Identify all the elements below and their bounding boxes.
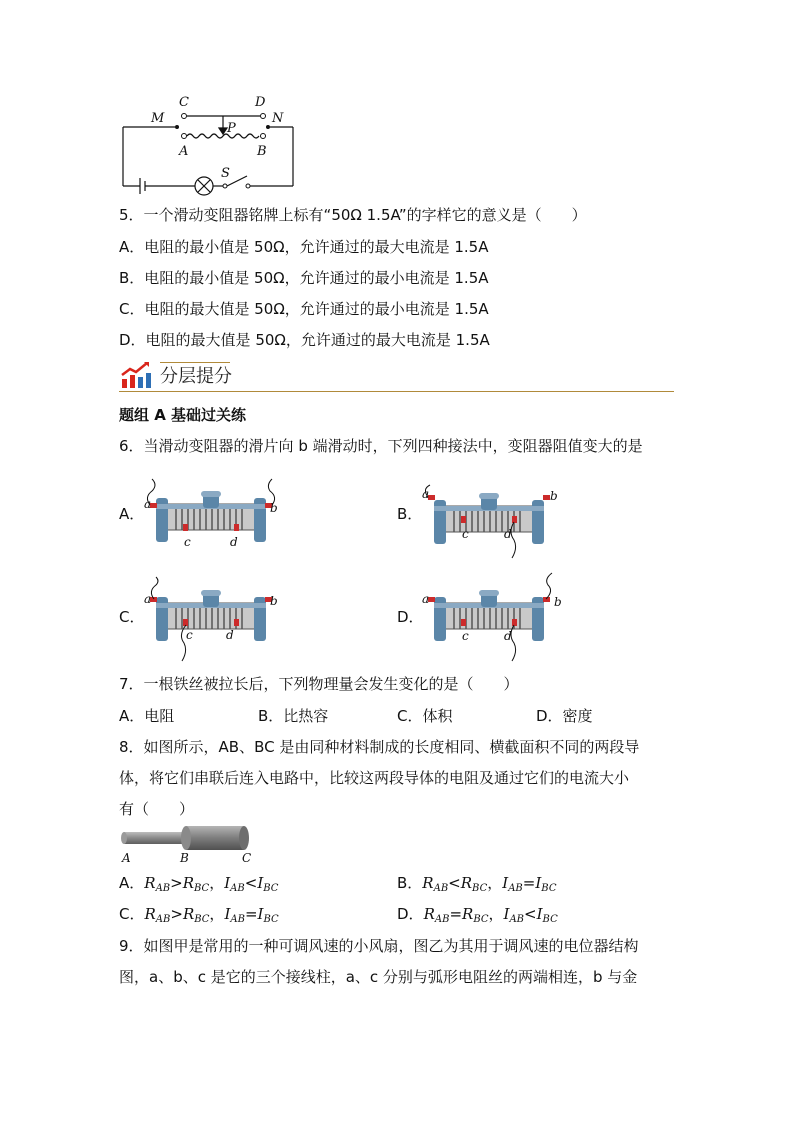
q8-stem-line-2: 体，将它们串联后连入电路中，比较这两段导体的电阻及通过它们的电流大小 <box>119 769 630 787</box>
label-P: P <box>227 121 236 136</box>
terminal-label-a-d: a <box>422 592 430 606</box>
label-D: D <box>255 95 266 110</box>
label-N: N <box>272 111 284 126</box>
conductor-label-a: A <box>122 851 131 865</box>
section-top-rule <box>160 362 230 363</box>
q7-option-d: D．密度 <box>536 707 593 725</box>
q6-option-c-letter: C． <box>119 608 145 626</box>
label-S: S <box>221 166 230 181</box>
q6-option-b-letter: B． <box>397 505 423 523</box>
q5-option-d: D．电阻的最大值是 50Ω，允许通过的最大电流是 1.5A <box>119 331 490 349</box>
conductor-label-b: B <box>180 851 189 865</box>
rheostat-c-figure <box>146 577 276 662</box>
q9-stem-line-1: 9．如图甲是常用的一种可调风速的小风扇，图乙为其用于调风速的电位器结构 <box>119 937 639 955</box>
q9-stem-line-2: 图，a、b、c 是它的三个接线柱，a、c 分别与弧形电阻丝的两端相连，b 与金 <box>119 968 638 986</box>
rheostat-d-figure <box>424 572 569 664</box>
terminal-label-b: b <box>270 501 278 515</box>
section-title: 分层提分 <box>160 366 232 387</box>
terminal-label-c-b: c <box>462 527 469 541</box>
terminal-label-b-c: b <box>270 594 278 608</box>
terminal-label-a: a <box>144 497 152 511</box>
q8-option-b: B．$R_{AB}<R_{BC}$，$I_{AB}=I_{BC}$ <box>397 874 557 894</box>
label-M: M <box>151 111 165 126</box>
label-A: A <box>179 144 189 159</box>
q7-option-a: A．电阻 <box>119 707 175 725</box>
terminal-label-c-d: c <box>462 629 469 643</box>
q6-option-a-letter: A． <box>119 505 145 523</box>
q7-option-b: B．比热容 <box>258 707 329 725</box>
q5-option-a: A．电阻的最小值是 50Ω，允许通过的最大电流是 1.5A <box>119 238 489 256</box>
q5-stem: 5．一个滑动变阻器铭牌上标有“50Ω 1.5A”的字样它的意义是（ ） <box>119 206 587 224</box>
rheostat-b-figure <box>424 480 564 560</box>
section-chart-icon <box>120 361 152 389</box>
terminal-label-b-b: b <box>550 489 558 503</box>
label-B: B <box>257 144 267 159</box>
conductor-label-c: C <box>242 851 252 865</box>
terminal-label-d-c: d <box>226 628 234 642</box>
q8-option-d: D．$R_{AB}=R_{BC}$，$I_{AB}<I_{BC}$ <box>397 905 558 925</box>
q8-stem-line-1: 8．如图所示，AB、BC 是由同种材料制成的长度相同、横截面积不同的两段导 <box>119 738 640 756</box>
terminal-label-a-b: a <box>422 487 430 501</box>
q5-option-c: C．电阻的最大值是 50Ω，允许通过的最小电流是 1.5A <box>119 300 489 318</box>
label-C: C <box>179 95 189 110</box>
terminal-label-d: d <box>230 535 238 549</box>
q7-stem: 7．一根铁丝被拉长后，下列物理量会发生变化的是（ ） <box>119 675 519 693</box>
terminal-label-b-d: b <box>554 595 562 609</box>
rheostat-a-figure <box>146 478 276 553</box>
terminal-label-a-c: a <box>144 592 152 606</box>
q6-option-d-letter: D． <box>397 608 424 626</box>
group-title: 题组 A 基础过关练 <box>119 406 247 424</box>
q8-option-a: A．$R_{AB}>R_{BC}$，$I_{AB}<I_{BC}$ <box>119 874 279 894</box>
q8-option-c: C．$R_{AB}>R_{BC}$，$I_{AB}=I_{BC}$ <box>119 905 279 925</box>
terminal-label-d-b: d <box>504 527 512 541</box>
q6-stem: 6．当滑动变阻器的滑片向 b 端滑动时，下列四种接法中，变阻器阻值变大的是 <box>119 437 643 455</box>
q7-option-c: C．体积 <box>397 707 453 725</box>
q5-option-b: B．电阻的最小值是 50Ω，允许通过的最小电流是 1.5A <box>119 269 489 287</box>
terminal-label-d-d: d <box>504 629 512 643</box>
section-rule <box>119 391 674 392</box>
q8-stem-line-3: 有（ ） <box>119 800 195 818</box>
terminal-label-c: c <box>184 535 191 549</box>
terminal-label-c-c: c <box>186 628 193 642</box>
conductor-figure <box>118 824 258 866</box>
circuit-figure <box>115 92 300 192</box>
